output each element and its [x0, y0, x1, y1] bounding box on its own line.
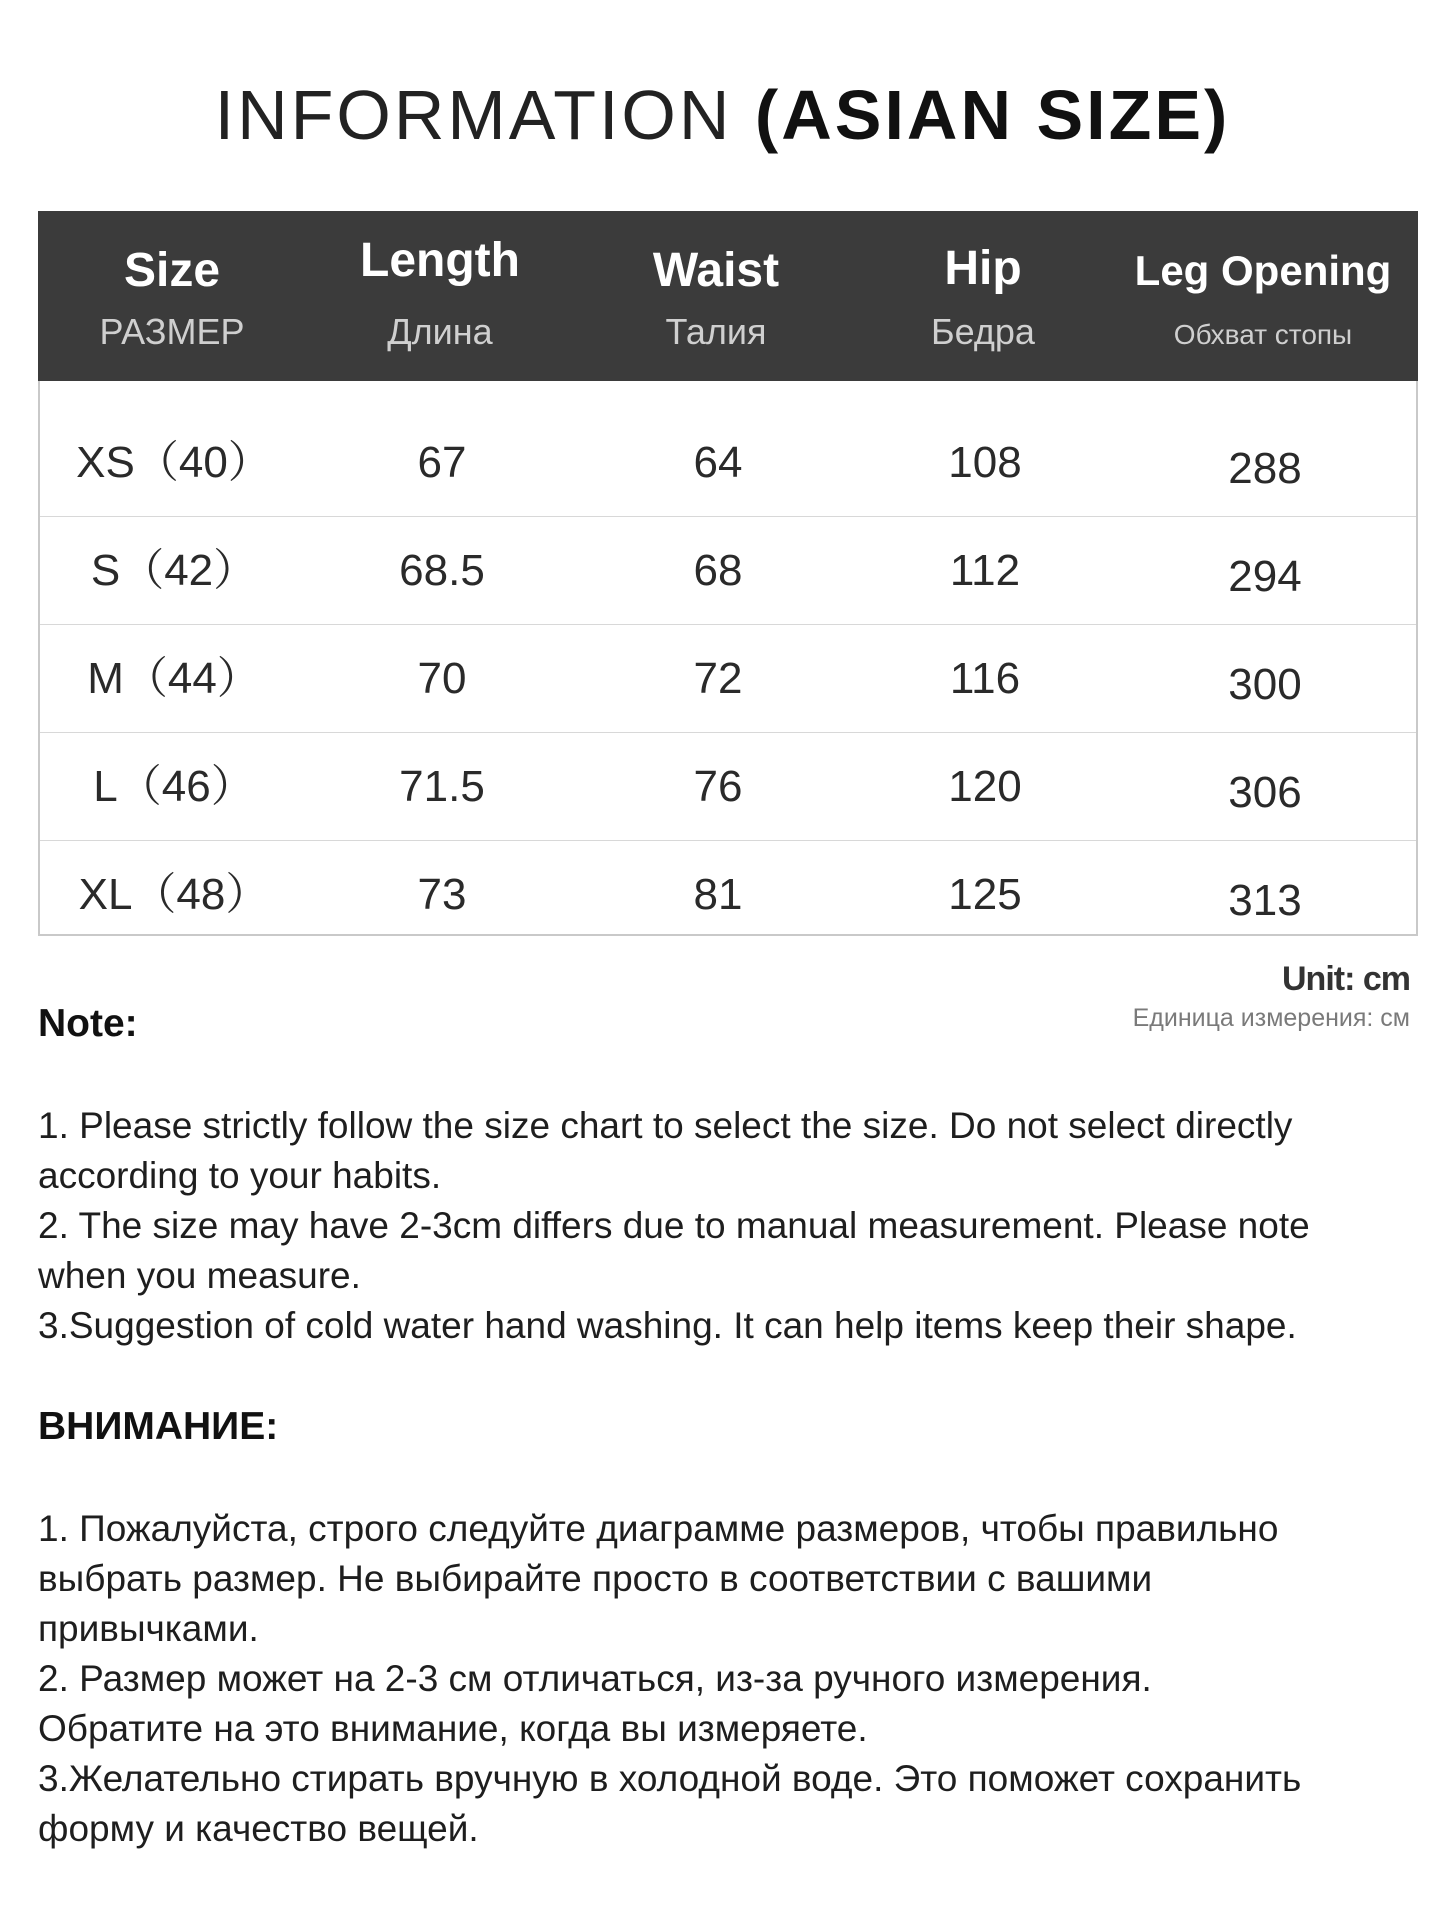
- cell-size: L（46）: [93, 762, 255, 811]
- header-leg-opening-ru: Обхват стопы: [1173, 319, 1353, 350]
- header-length-ru: Длина: [387, 311, 493, 352]
- cell-leg-opening: 313: [1228, 876, 1302, 925]
- cell-size: XS（40）: [76, 438, 272, 487]
- header-hip: [858, 211, 1108, 381]
- header-waist-ru: Талия: [665, 311, 767, 352]
- header-hip-ru: Бедра: [931, 311, 1035, 352]
- cell-waist: 76: [693, 762, 743, 811]
- note-line: 3.Suggestion of cold water hand washing. It can help items keep their shape.: [38, 1305, 1297, 1346]
- cell-size: XL（48）: [78, 870, 270, 919]
- cell-length: 68.5: [399, 546, 485, 595]
- cell-leg-opening: 288: [1228, 444, 1302, 493]
- header-leg-opening: [1108, 211, 1418, 381]
- table-row: [40, 517, 1416, 625]
- cell-length: 71.5: [399, 762, 485, 811]
- note-line: 2. The size may have 2-3cm differs due to manual measurement. Please note: [38, 1205, 1310, 1246]
- title-main: INFORMATION: [214, 76, 733, 154]
- cell-leg-opening: 306: [1228, 768, 1302, 817]
- size-table-header: [38, 211, 1418, 381]
- cell-length: 70: [417, 654, 467, 703]
- attention-line: 3.Желательно стирать вручную в холодной воде. Это поможет сохранить: [38, 1758, 1302, 1799]
- cell-leg-opening: 294: [1228, 552, 1302, 601]
- attention-text: [38, 1504, 1428, 1854]
- attention-line: 2. Размер может на 2-3 см отличаться, из-за ручного измерения.: [38, 1658, 1152, 1699]
- cell-size: M（44）: [87, 654, 261, 703]
- cell-waist: 72: [693, 654, 743, 703]
- attention-line: 1. Пожалуйста, строго следуйте диаграмме размеров, чтобы правильно: [38, 1508, 1279, 1549]
- cell-leg-opening: 300: [1228, 660, 1302, 709]
- note-line: 1. Please strictly follow the size chart to select the size. Do not select directly: [38, 1105, 1293, 1146]
- header-length-en: Length: [360, 234, 520, 287]
- table-row: [40, 625, 1416, 733]
- cell-waist: 64: [693, 438, 743, 487]
- size-table: [38, 211, 1418, 936]
- note-line: according to your habits.: [38, 1155, 442, 1196]
- table-row: [40, 409, 1416, 517]
- unit-label-en: Unit: cm: [1282, 960, 1410, 998]
- cell-hip: 108: [948, 438, 1022, 487]
- note-line: when you measure.: [38, 1255, 361, 1296]
- header-hip-en: Hip: [944, 242, 1022, 295]
- cell-length: 73: [417, 870, 467, 919]
- header-size-en: Size: [123, 244, 221, 297]
- cell-waist: 81: [693, 870, 743, 919]
- title-subtitle: (ASIAN SIZE): [754, 76, 1231, 154]
- header-size-ru: РАЗМЕР: [99, 311, 245, 352]
- note-text: [38, 1101, 1428, 1351]
- header-waist: [574, 211, 858, 381]
- cell-length: 67: [417, 438, 467, 487]
- cell-size: S（42）: [90, 546, 258, 595]
- header-waist-en: Waist: [652, 244, 780, 297]
- cell-hip: 125: [948, 870, 1022, 919]
- cell-waist: 68: [693, 546, 743, 595]
- table-row: [40, 841, 1416, 949]
- cell-hip: 116: [949, 654, 1021, 703]
- attention-heading: ВНИМАНИЕ:: [38, 1405, 279, 1448]
- unit-label-ru: Единица измерения: см: [1132, 1004, 1410, 1032]
- cell-hip: 120: [948, 762, 1022, 811]
- page-title: [0, 70, 1445, 160]
- header-length: [306, 211, 574, 381]
- cell-hip: 112: [949, 546, 1021, 595]
- header-size: [38, 211, 306, 381]
- attention-line: форму и качество вещей.: [38, 1808, 479, 1849]
- unit-label: [1133, 958, 1410, 1036]
- table-row: [40, 733, 1416, 841]
- attention-line: выбрать размер. Не выбирайте просто в соответствии с вашими: [38, 1558, 1153, 1599]
- attention-line: привычками.: [38, 1608, 259, 1649]
- header-leg-opening-en: Leg Opening: [1134, 247, 1392, 294]
- note-heading: Note:: [38, 1002, 138, 1045]
- attention-line: Обратите на это внимание, когда вы измеряете.: [38, 1708, 868, 1749]
